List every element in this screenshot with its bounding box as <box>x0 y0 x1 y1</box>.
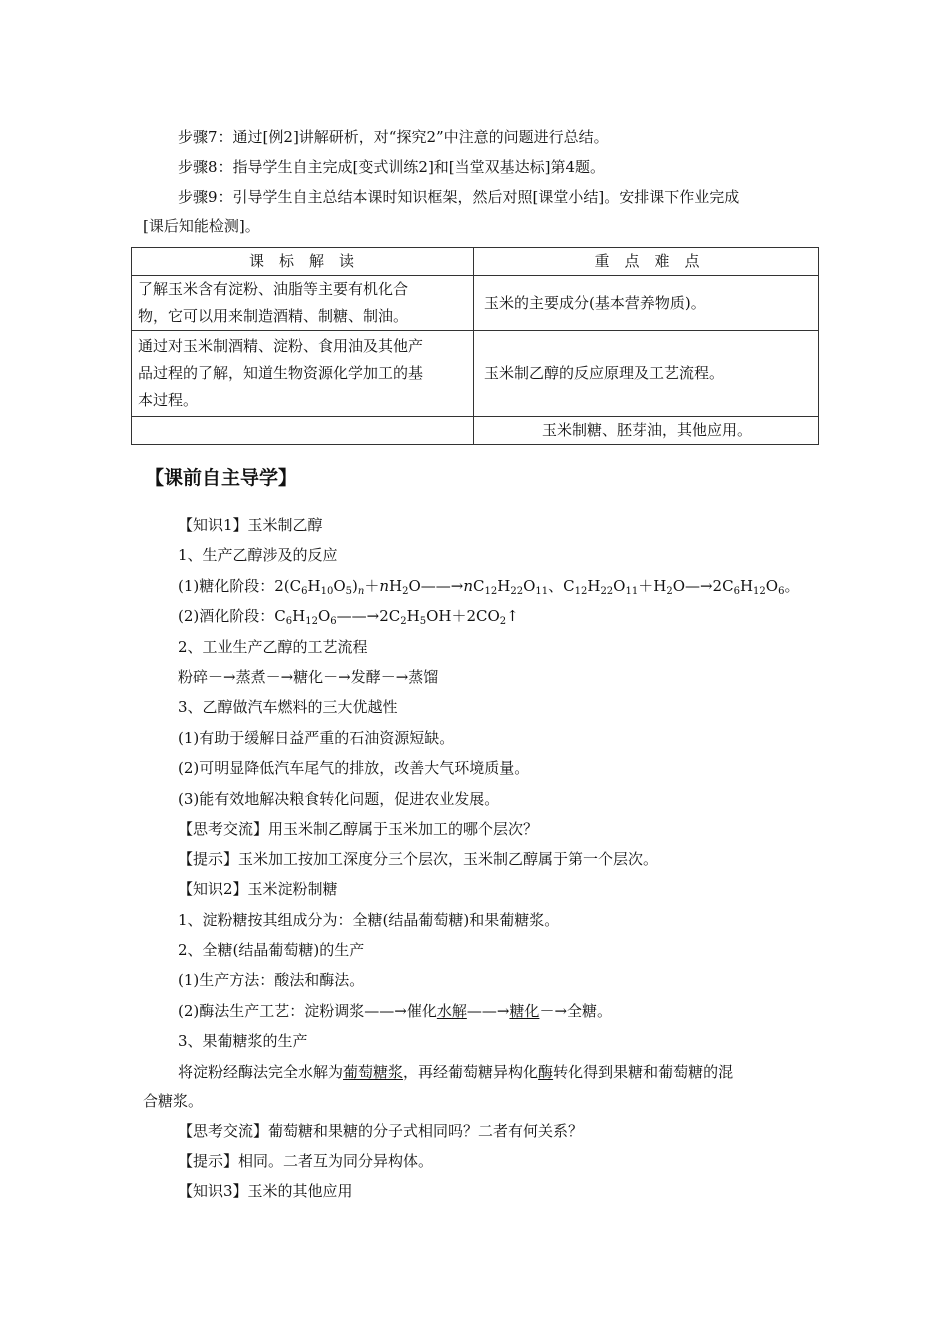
header-curriculum: 课 标 解 读 <box>132 248 474 276</box>
text-run: 将淀粉经酶法完全水解为 <box>178 1063 344 1081</box>
table-row <box>132 331 819 417</box>
cell-text: 物，它可以用来制造酒精、制糖、制油。 <box>138 307 409 325</box>
curriculum-table <box>131 247 819 445</box>
cell-row3-left <box>132 417 474 445</box>
knowledge-2-title: 【知识2】玉米淀粉制糖 <box>178 880 338 898</box>
k2-heading-3: 3、果葡糖浆的生产 <box>178 1032 308 1050</box>
table-row <box>132 417 819 445</box>
knowledge-3-title: 【知识3】玉米的其他应用 <box>178 1182 353 1200</box>
section-title: 【课前自主导学】 <box>145 467 298 489</box>
cell-text: 通过对玉米制酒精、淀粉、食用油及其他产 <box>138 337 424 355</box>
cell-text: 了解玉米含有淀粉、油脂等主要有机化合 <box>138 280 409 298</box>
k2-syrup-paragraph <box>178 1062 733 1082</box>
advantage-2: (2)可明显降低汽车尾气的排放，改善大气环境质量。 <box>178 759 530 777</box>
cell-row2-right: 玉米制乙醇的反应原理及工艺流程。 <box>474 331 819 417</box>
k1-heading-3: 3、乙醇做汽车燃料的三大优越性 <box>178 698 398 716</box>
underlined-term: 水解 <box>436 1002 467 1020</box>
k1-heading-1: 1、生产乙醇涉及的反应 <box>178 546 338 564</box>
cell-row1-right: 玉米的主要成分(基本营养物质)。 <box>474 276 819 331</box>
k2-syrup-paragraph-cont: 合糖浆。 <box>143 1092 204 1110</box>
step-8: 步骤8：指导学生自主完成[变式训练2]和[当堂双基达标]第4题。 <box>178 158 606 176</box>
k2-method: (1)生产方法：酸法和酶法。 <box>178 971 365 989</box>
cell-row2-left <box>132 331 474 417</box>
advantage-3: (3)能有效地解决粮食转化问题，促进农业发展。 <box>178 790 500 808</box>
fermentation-equation: (2)酒化阶段：$C_6H_{12}O_6——\to 2C_2H_5OH+2CO_2↑$ <box>178 607 519 627</box>
equation-label: (2)酒化阶段： <box>178 607 275 625</box>
process-flow: 粉碎－→蒸煮－→糖化－→发酵－→蒸馏 <box>178 668 439 686</box>
text-run: 转化得到果糖和葡萄糖的混 <box>553 1063 734 1081</box>
k2-heading-1: 1、淀粉糖按其组成分为：全糖(结晶葡萄糖)和果葡糖浆。 <box>178 911 560 929</box>
advantage-1: (1)有助于缓解日益严重的石油资源短缺。 <box>178 729 455 747</box>
k2-hint: 【提示】相同。二者互为同分异构体。 <box>178 1152 434 1170</box>
step-9: 步骤9：引导学生自主总结本课时知识框架，然后对照[课堂小结]。安排课下作业完成 <box>178 188 740 206</box>
knowledge-1-title: 【知识1】玉米制乙醇 <box>178 516 323 534</box>
cell-row1-left <box>132 276 474 331</box>
k1-think: 【思考交流】用玉米制乙醇属于玉米加工的哪个层次？ <box>178 820 539 838</box>
table-row <box>132 276 819 331</box>
cell-text: 品过程的了解，知道生物资源化学加工的基 <box>138 364 424 382</box>
k1-hint: 【提示】玉米加工按加工深度分三个层次，玉米制乙醇属于第一个层次。 <box>178 850 659 868</box>
text-run: (2)酶法生产工艺：淀粉调浆——→催化 <box>178 1002 437 1020</box>
step-9-cont: [课后知能检测]。 <box>143 217 260 235</box>
underlined-term: 葡萄糖浆 <box>343 1063 404 1081</box>
cell-row3-right: 玉米制糖、胚芽油，其他应用。 <box>474 417 819 445</box>
cell-text: 本过程。 <box>138 391 199 409</box>
k2-think: 【思考交流】葡萄糖和果糖的分子式相同吗？二者有何关系？ <box>178 1122 584 1140</box>
k2-heading-2: 2、全糖(结晶葡萄糖)的生产 <box>178 941 365 959</box>
underlined-term: 酶 <box>538 1063 554 1081</box>
underlined-term: 糖化 <box>509 1002 540 1020</box>
table-header-row <box>132 248 819 276</box>
k1-heading-2: 2、工业生产乙醇的工艺流程 <box>178 638 368 656</box>
equation-label: (1)糖化阶段： <box>178 577 275 595</box>
header-key-points: 重 点 难 点 <box>474 248 819 276</box>
step-7: 步骤7：通过[例2]讲解研析，对“探究2”中注意的问题进行总结。 <box>178 128 609 146</box>
text-run: ——→ <box>466 1002 510 1020</box>
k2-enzyme-process <box>178 1001 612 1021</box>
text-run: －→全糖。 <box>539 1002 613 1020</box>
text-run: ，再经葡萄糖异构化 <box>403 1063 539 1081</box>
saccharification-equation: (1)糖化阶段：$2(C_6H_{10}O_5)_n+nH_2O——\to nC_{12}H_{22}O_{11}$、$C_{12}H_{22}O_{11}+H_2O—\to 2C_6H_{12}O_6$。 <box>178 577 800 597</box>
